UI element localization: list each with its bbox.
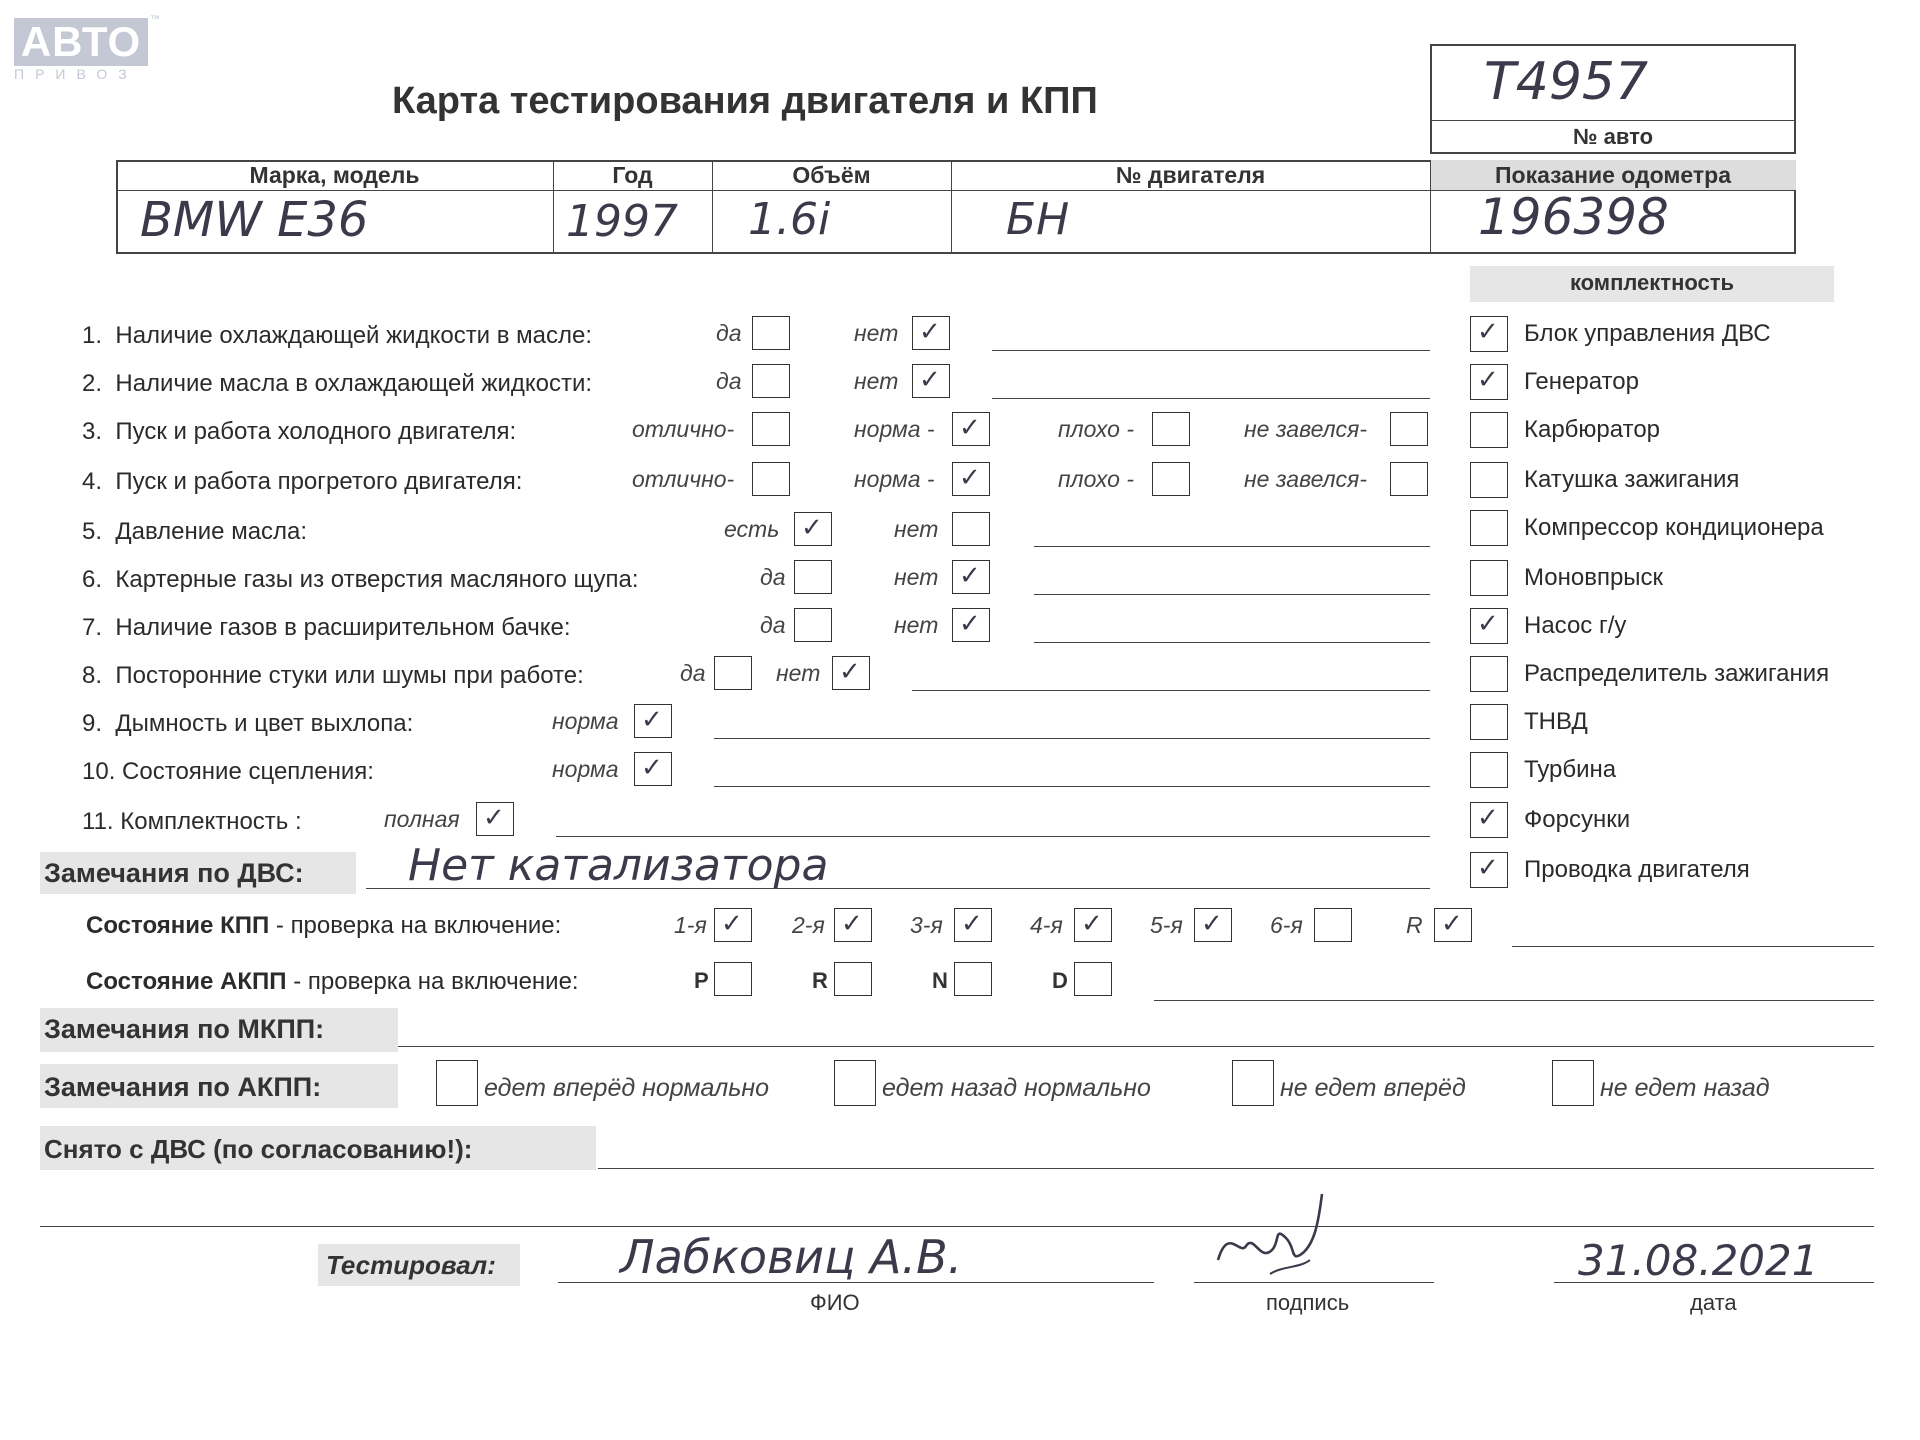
kpp-gear-2-checkbox[interactable]: ✓ — [834, 908, 872, 942]
page-title: Карта тестирования двигателя и КПП — [392, 80, 1098, 122]
engine-no-value: БН — [1006, 194, 1070, 245]
signature-label: подпись — [1266, 1290, 1350, 1315]
question-9: 9. Дымность и цвет выхлопа: — [82, 710, 414, 737]
q6-opt-no-label: нет — [894, 564, 939, 590]
q8-yes-checkbox[interactable] — [714, 656, 752, 690]
kit-title: комплектность — [1569, 270, 1735, 295]
signature-image — [1210, 1186, 1340, 1286]
q9-opt-normal-label: норма — [552, 708, 619, 734]
akpp-backward-ok-label: едет назад нормально — [882, 1074, 1151, 1102]
remarks-mkpp-label: Замечания по МКПП: — [44, 1014, 325, 1044]
kpp-gear-1-label: 1-я — [674, 912, 707, 938]
kpp-gear-4-label: 4-я — [1030, 912, 1063, 938]
kit-label-ecu: Блок управления ДВС — [1524, 320, 1771, 347]
col-header-engine-no: № двигателя — [1115, 162, 1266, 188]
kit-label-distributor: Распределитель зажигания — [1524, 660, 1830, 687]
q3-opt-bad-label: плохо - — [1058, 416, 1134, 442]
q5-opt-yes-label: есть — [724, 516, 780, 542]
question-7: 7. Наличие газов в расширительном бачке: — [82, 614, 571, 641]
year-value: 1997 — [566, 196, 678, 247]
logo — [14, 18, 148, 66]
question-4: 4. Пуск и работа прогретого двигателя: — [82, 468, 523, 495]
kit-checkbox-ac-compressor[interactable] — [1470, 510, 1508, 546]
kit-checkbox-mono-injection[interactable] — [1470, 560, 1508, 596]
q1-no-checkbox[interactable]: ✓ — [912, 316, 950, 350]
kit-label-wiring: Проводка двигателя — [1524, 856, 1750, 883]
remarks-akpp-label: Замечания по АКПП: — [44, 1072, 322, 1102]
akpp-gear-p-checkbox[interactable] — [714, 962, 752, 996]
kpp-gear-3-checkbox[interactable]: ✓ — [954, 908, 992, 942]
q5-no-checkbox[interactable] — [952, 512, 990, 546]
kit-label-injectors: Форсунки — [1524, 806, 1631, 833]
q1-opt-no-label: нет — [854, 320, 899, 346]
akpp-forward-ok-checkbox[interactable] — [436, 1060, 478, 1106]
kpp-gear-6-label: 6-я — [1270, 912, 1303, 938]
q10-normal-checkbox[interactable]: ✓ — [634, 752, 672, 786]
akpp-gear-p-label: P — [694, 968, 709, 993]
removed-label: Снято с ДВС (по согласованию!): — [44, 1134, 473, 1164]
q2-opt-no-label: нет — [854, 368, 899, 394]
kit-label-carburetor: Карбюратор — [1524, 416, 1661, 443]
kit-checkbox-ignition-coil[interactable] — [1470, 462, 1508, 498]
q1-opt-yes-label: да — [716, 320, 742, 346]
question-1: 1. Наличие охлаждающей жидкости в масле: — [82, 322, 593, 349]
logo-subtitle: ПРИВОЗ — [14, 66, 138, 82]
q3-bad-checkbox[interactable] — [1152, 412, 1190, 446]
q7-yes-checkbox[interactable] — [794, 608, 832, 642]
akpp-gear-d-checkbox[interactable] — [1074, 962, 1112, 996]
q4-normal-checkbox[interactable]: ✓ — [952, 462, 990, 496]
kit-label-tnvd: ТНВД — [1524, 708, 1588, 735]
akpp-gear-r-label: R — [812, 968, 828, 993]
akpp-label: Состояние АКПП - проверка на включение: — [86, 968, 579, 995]
question-5: 5. Давление масла: — [82, 518, 308, 545]
kit-checkbox-tnvd[interactable] — [1470, 704, 1508, 740]
kit-checkbox-injectors[interactable]: ✓ — [1470, 802, 1508, 838]
kit-checkbox-turbine[interactable] — [1470, 752, 1508, 788]
kpp-gear-3-label: 3-я — [910, 912, 943, 938]
date-label: дата — [1690, 1290, 1737, 1315]
kpp-gear-r-label: R — [1406, 912, 1423, 938]
q8-opt-no-label: нет — [776, 660, 821, 686]
kpp-gear-1-checkbox[interactable]: ✓ — [714, 908, 752, 942]
kit-checkbox-distributor[interactable] — [1470, 656, 1508, 692]
kpp-gear-2-label: 2-я — [792, 912, 825, 938]
remarks-dvs-label: Замечания по ДВС: — [44, 858, 304, 888]
kpp-gear-r-checkbox[interactable]: ✓ — [1434, 908, 1472, 942]
akpp-no-backward-checkbox[interactable] — [1552, 1060, 1594, 1106]
model-value: BMW E36 — [140, 192, 369, 248]
q4-excellent-checkbox[interactable] — [752, 462, 790, 496]
q5-opt-no-label: нет — [894, 516, 939, 542]
odometer-value: 196398 — [1478, 188, 1669, 246]
q7-opt-no-label: нет — [894, 612, 939, 638]
kit-checkbox-carburetor[interactable] — [1470, 412, 1508, 448]
question-8: 8. Посторонние стуки или шумы при работе: — [82, 662, 584, 689]
q2-opt-yes-label: да — [716, 368, 742, 394]
akpp-gear-r-checkbox[interactable] — [834, 962, 872, 996]
car-number-value: Т4957 — [1484, 52, 1649, 112]
q5-yes-checkbox[interactable]: ✓ — [794, 512, 832, 546]
q2-no-checkbox[interactable]: ✓ — [912, 364, 950, 398]
logo-text: АВТО — [20, 18, 142, 65]
kit-label-turbine: Турбина — [1524, 756, 1617, 783]
q6-yes-checkbox[interactable] — [794, 560, 832, 594]
q4-bad-checkbox[interactable] — [1152, 462, 1190, 496]
akpp-gear-n-label: N — [932, 968, 948, 993]
akpp-no-backward-label: не едет назад — [1600, 1074, 1770, 1102]
q8-no-checkbox[interactable]: ✓ — [832, 656, 870, 690]
akpp-backward-ok-checkbox[interactable] — [834, 1060, 876, 1106]
tested-label: Тестировал: — [326, 1250, 496, 1280]
question-10: 10. Состояние сцепления: — [82, 758, 374, 785]
q6-no-checkbox[interactable]: ✓ — [952, 560, 990, 594]
kit-checkbox-wiring[interactable]: ✓ — [1470, 852, 1508, 888]
q7-opt-yes-label: да — [760, 612, 786, 638]
q4-opt-excellent-label: отлично- — [632, 466, 735, 492]
col-header-volume: Объём — [792, 162, 871, 188]
q4-nostart-checkbox[interactable] — [1390, 462, 1428, 496]
kpp-gear-4-checkbox[interactable]: ✓ — [1074, 908, 1112, 942]
kit-label-mono-injection: Моновпрыск — [1524, 564, 1664, 591]
kit-label-ac-compressor: Компрессор кондиционера — [1524, 514, 1824, 541]
q3-opt-nostart-label: не завелся- — [1244, 416, 1368, 442]
kpp-gear-5-checkbox[interactable]: ✓ — [1194, 908, 1232, 942]
kit-label-generator: Генератор — [1524, 368, 1639, 395]
kit-checkbox-ecu[interactable]: ✓ — [1470, 316, 1508, 352]
kpp-gear-5-label: 5-я — [1150, 912, 1183, 938]
kpp-label: Состояние КПП - проверка на включение: — [86, 912, 562, 939]
akpp-gear-d-label: D — [1052, 968, 1068, 993]
q3-excellent-checkbox[interactable] — [752, 412, 790, 446]
q4-opt-normal-label: норма - — [854, 466, 935, 492]
col-header-odometer: Показание одометра — [1495, 162, 1731, 188]
kpp-gear-6-checkbox[interactable] — [1314, 908, 1352, 942]
logo-tm: ™ — [150, 14, 160, 25]
q3-opt-normal-label: норма - — [854, 416, 935, 442]
q3-normal-checkbox[interactable]: ✓ — [952, 412, 990, 446]
q4-opt-bad-label: плохо - — [1058, 466, 1134, 492]
q9-normal-checkbox[interactable]: ✓ — [634, 704, 672, 738]
question-2: 2. Наличие масла в охлаждающей жидкости: — [82, 370, 593, 397]
col-header-year: Год — [612, 162, 653, 188]
akpp-forward-ok-label: едет вперёд нормально — [484, 1074, 770, 1102]
question-3: 3. Пуск и работа холодного двигателя: — [82, 418, 517, 445]
volume-value: 1.6i — [748, 194, 831, 245]
kit-label-ignition-coil: Катушка зажигания — [1524, 466, 1740, 493]
akpp-no-forward-label: не едет вперёд — [1280, 1074, 1466, 1102]
akpp-no-forward-checkbox[interactable] — [1232, 1060, 1274, 1106]
q6-opt-yes-label: да — [760, 564, 786, 590]
q3-opt-excellent-label: отлично- — [632, 416, 735, 442]
akpp-gear-n-checkbox[interactable] — [954, 962, 992, 996]
q1-yes-checkbox[interactable] — [752, 316, 790, 350]
col-header-model: Марка, модель — [249, 162, 420, 188]
q7-no-checkbox[interactable]: ✓ — [952, 608, 990, 642]
kit-checkbox-generator[interactable]: ✓ — [1470, 364, 1508, 400]
tester-fio-value: Лабковиц А.В. — [620, 1230, 963, 1284]
q4-opt-nostart-label: не завелся- — [1244, 466, 1368, 492]
question-11: 11. Комплектность : — [82, 808, 302, 835]
remarks-dvs-value: Нет катализатора — [408, 840, 829, 891]
kit-label-ps-pump: Насос г/у — [1524, 612, 1627, 639]
q2-yes-checkbox[interactable] — [752, 364, 790, 398]
q8-opt-yes-label: да — [680, 660, 706, 686]
test-date-value: 31.08.2021 — [1578, 1236, 1819, 1285]
q3-nostart-checkbox[interactable] — [1390, 412, 1428, 446]
fio-label: ФИО — [810, 1290, 860, 1315]
question-6: 6. Картерные газы из отверстия масляного щупа: — [82, 566, 639, 593]
q11-opt-full-label: полная — [384, 806, 460, 832]
car-number-label: № авто — [1572, 124, 1654, 149]
q10-opt-normal-label: норма — [552, 756, 619, 782]
q11-full-checkbox[interactable]: ✓ — [476, 802, 514, 836]
kit-checkbox-ps-pump[interactable]: ✓ — [1470, 608, 1508, 644]
